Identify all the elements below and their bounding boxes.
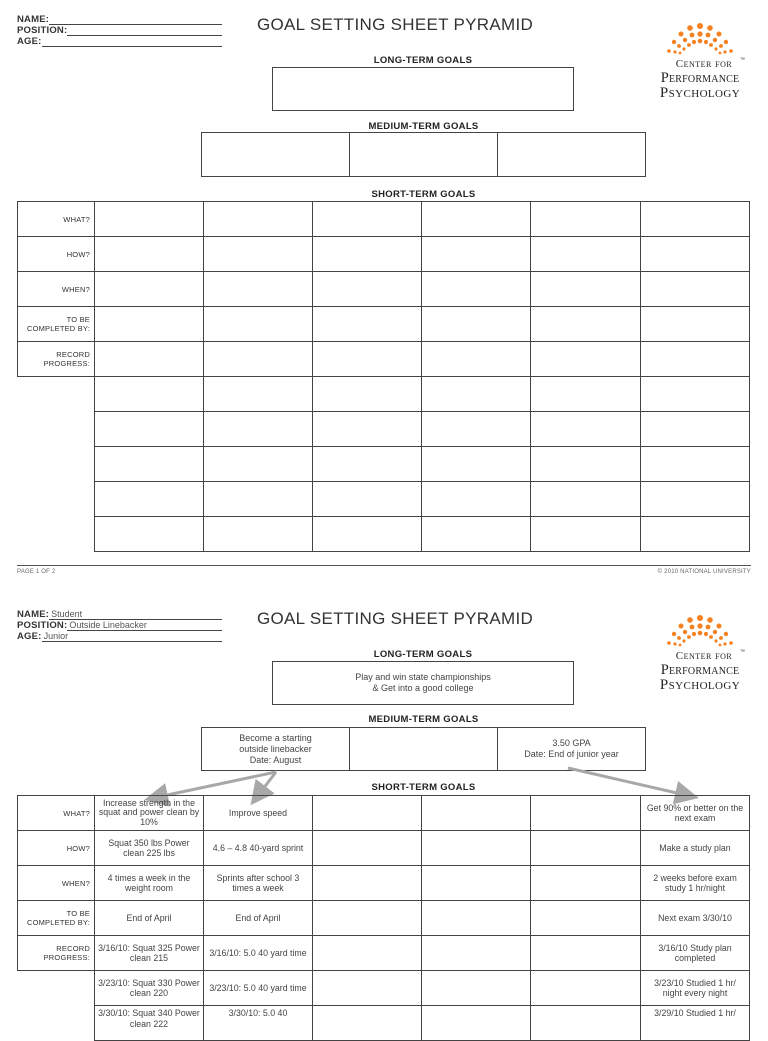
goal-cell[interactable]: 3/29/10 Studied 1 hr/: [641, 1006, 750, 1041]
goal-cell[interactable]: 3/30/10: Squat 340 Power clean 222: [95, 1006, 204, 1041]
goal-cell[interactable]: [204, 377, 313, 412]
row-label-record-progress: RECORD PROGRESS:: [18, 342, 95, 377]
logo-line3: Psychology: [659, 85, 741, 101]
goal-cell[interactable]: [313, 202, 422, 237]
goal-cell[interactable]: Improve speed: [204, 796, 313, 831]
goal-cell[interactable]: [531, 342, 641, 377]
athlete-info: [17, 14, 222, 47]
position-label: POSITION:: [17, 620, 68, 631]
long-term-goal-line: & Get into a good college: [372, 683, 474, 693]
name-label: NAME:: [17, 14, 50, 25]
goal-cell[interactable]: [313, 237, 422, 272]
age-label: AGE:: [17, 631, 42, 642]
goal-cell[interactable]: [641, 377, 750, 412]
name-field[interactable]: [49, 14, 222, 25]
goal-cell[interactable]: [95, 237, 204, 272]
goal-cell[interactable]: [531, 831, 641, 866]
short-term-table: [17, 201, 750, 552]
goal-cell[interactable]: [531, 517, 641, 552]
page-number: PAGE 1 OF 2: [17, 569, 56, 575]
medium-term-label: MEDIUM-TERM GOALS: [368, 121, 479, 132]
goal-cell[interactable]: 4.6 – 4.8 40-yard sprint: [204, 831, 313, 866]
row-label-record-progress: RECORD PROGRESS:: [18, 936, 95, 971]
medium-goal-line: Date: End of junior year: [524, 749, 619, 759]
name-field[interactable]: Student: [49, 609, 222, 620]
medium-term-row: [201, 132, 646, 177]
row-label-how: HOW?: [18, 831, 95, 866]
goal-cell[interactable]: 2 weeks before exam study 1 hr/night: [641, 866, 750, 901]
goal-cell[interactable]: [422, 796, 531, 831]
goal-cell[interactable]: [422, 901, 531, 936]
goal-cell[interactable]: [313, 342, 422, 377]
goal-cell[interactable]: 3/23/10: 5.0 40 yard time: [204, 971, 313, 1006]
logo-line3: Psychology: [659, 677, 741, 693]
goal-cell[interactable]: [641, 307, 750, 342]
goal-cell[interactable]: [422, 237, 531, 272]
goal-cell[interactable]: [95, 482, 204, 517]
long-term-box[interactable]: [272, 661, 574, 705]
goal-cell[interactable]: [95, 202, 204, 237]
goal-cell[interactable]: [422, 482, 531, 517]
goal-cell[interactable]: [531, 307, 641, 342]
goal-cell[interactable]: [641, 272, 750, 307]
medium-term-row: [201, 727, 646, 771]
example-sheet: [0, 600, 768, 1029]
goal-cell[interactable]: [422, 447, 531, 482]
goal-cell[interactable]: [531, 796, 641, 831]
goal-cell[interactable]: [641, 482, 750, 517]
medium-goal-line: 3.50 GPA: [552, 738, 591, 748]
goal-cell[interactable]: [204, 272, 313, 307]
goal-cell[interactable]: [422, 866, 531, 901]
goal-cell[interactable]: [641, 447, 750, 482]
goal-cell[interactable]: 4 times a week in the weight room: [95, 866, 204, 901]
goal-cell[interactable]: [313, 866, 422, 901]
goal-cell[interactable]: [531, 936, 641, 971]
position-label: POSITION:: [17, 25, 68, 36]
goal-cell[interactable]: [313, 1006, 422, 1041]
goal-cell[interactable]: [422, 342, 531, 377]
goal-cell[interactable]: [531, 272, 641, 307]
goal-cell[interactable]: [531, 901, 641, 936]
goal-cell[interactable]: [422, 202, 531, 237]
medium-term-cell[interactable]: [498, 133, 645, 176]
goal-cell[interactable]: [95, 377, 204, 412]
goal-cell[interactable]: [204, 307, 313, 342]
sunburst-icon: [664, 614, 736, 648]
goal-cell[interactable]: [531, 377, 641, 412]
long-term-box[interactable]: [272, 67, 574, 111]
goal-cell[interactable]: [313, 796, 422, 831]
goal-cell[interactable]: [422, 936, 531, 971]
goal-cell[interactable]: [95, 307, 204, 342]
age-label: AGE:: [17, 36, 42, 47]
goal-cell[interactable]: [422, 1006, 531, 1041]
medium-goal-line: Become a starting: [239, 732, 312, 743]
goal-cell[interactable]: [313, 971, 422, 1006]
long-term-goal-line: Play and win state championships: [355, 672, 491, 682]
goal-cell[interactable]: [95, 517, 204, 552]
goal-cell[interactable]: [422, 377, 531, 412]
goal-cell[interactable]: [313, 412, 422, 447]
goal-cell[interactable]: [313, 831, 422, 866]
goal-cell[interactable]: 3/23/10: Squat 330 Power clean 220: [95, 971, 204, 1006]
goal-cell[interactable]: [204, 482, 313, 517]
short-term-label: SHORT-TERM GOALS: [371, 782, 476, 793]
copyright: © 2010 NATIONAL UNIVERSITY: [657, 569, 751, 575]
goal-cell[interactable]: [422, 412, 531, 447]
goal-cell[interactable]: [204, 342, 313, 377]
goal-cell[interactable]: [95, 447, 204, 482]
position-field[interactable]: Outside Linebacker: [67, 620, 222, 631]
goal-cell[interactable]: [204, 447, 313, 482]
long-term-label: LONG-TERM GOALS: [373, 55, 473, 66]
row-label-what: WHAT?: [18, 202, 95, 237]
medium-term-cell[interactable]: [350, 133, 498, 176]
goal-cell[interactable]: [531, 1006, 641, 1041]
goal-cell[interactable]: [204, 412, 313, 447]
goal-cell[interactable]: [313, 517, 422, 552]
logo-tm: ™: [740, 57, 745, 63]
goal-cell[interactable]: 3/16/10: Squat 325 Power clean 215: [95, 936, 204, 971]
medium-term-cell[interactable]: [202, 728, 350, 770]
goal-cell[interactable]: [531, 202, 641, 237]
medium-goal-line: Date: August: [249, 754, 302, 765]
row-label-completed-by: TO BE COMPLETED BY:: [18, 901, 95, 936]
goal-cell[interactable]: 3/16/10: 5.0 40 yard time: [204, 936, 313, 971]
page-title: GOAL SETTING SHEET PYRAMID: [257, 609, 534, 628]
row-label-what: WHAT?: [18, 796, 95, 831]
goal-cell[interactable]: [313, 377, 422, 412]
goal-cell[interactable]: [641, 237, 750, 272]
goal-cell[interactable]: Sprints after school 3 times a week: [204, 866, 313, 901]
goal-cell[interactable]: [422, 831, 531, 866]
medium-term-label: MEDIUM-TERM GOALS: [368, 714, 479, 725]
goal-cell[interactable]: End of April: [204, 901, 313, 936]
goal-cell[interactable]: Get 90% or better on the next exam: [641, 796, 750, 831]
goal-cell[interactable]: [95, 412, 204, 447]
age-field[interactable]: [42, 36, 222, 47]
logo-line2: Performance: [660, 70, 740, 86]
medium-term-cell[interactable]: [202, 133, 350, 176]
page-title: GOAL SETTING SHEET PYRAMID: [257, 15, 534, 34]
short-term-label: SHORT-TERM GOALS: [371, 189, 476, 200]
goal-cell[interactable]: [531, 412, 641, 447]
footer-divider: [17, 565, 751, 566]
medium-goal-line: outside linebacker: [239, 743, 312, 754]
goal-cell[interactable]: [641, 412, 750, 447]
goal-cell[interactable]: [531, 971, 641, 1006]
cpp-logo: [648, 614, 752, 700]
row-label-completed-by: TO BE COMPLETED BY:: [18, 307, 95, 342]
goal-cell[interactable]: [531, 482, 641, 517]
goal-cell[interactable]: [313, 901, 422, 936]
goal-cell[interactable]: [422, 971, 531, 1006]
goal-cell[interactable]: [641, 202, 750, 237]
sunburst-icon: [664, 22, 736, 56]
row-label-how: HOW?: [18, 237, 95, 272]
medium-term-cell[interactable]: [498, 728, 645, 770]
goal-cell[interactable]: [204, 237, 313, 272]
goal-cell[interactable]: [313, 272, 422, 307]
goal-cell[interactable]: [95, 272, 204, 307]
goal-cell[interactable]: [641, 342, 750, 377]
goal-cell[interactable]: [422, 517, 531, 552]
goal-cell[interactable]: 3/23/10 Studied 1 hr/ night every night: [641, 971, 750, 1006]
goal-cell[interactable]: [313, 307, 422, 342]
goal-cell[interactable]: Squat 350 lbs Power clean 225 lbs: [95, 831, 204, 866]
goal-cell[interactable]: [422, 307, 531, 342]
goal-cell[interactable]: 3/16/10 Study plan completed: [641, 936, 750, 971]
logo-line1: Center for: [675, 58, 733, 70]
logo-line1: Center for: [675, 650, 733, 662]
goal-cell[interactable]: [641, 517, 750, 552]
row-label-when: WHEN?: [18, 272, 95, 307]
goal-cell[interactable]: 3/30/10: 5.0 40: [204, 1006, 313, 1041]
name-label: NAME:: [17, 609, 50, 620]
goal-cell[interactable]: [313, 482, 422, 517]
goal-cell[interactable]: [531, 447, 641, 482]
goal-cell[interactable]: [204, 202, 313, 237]
goal-cell[interactable]: Increase strength in the squat and power clean by 10%: [95, 796, 204, 831]
goal-cell[interactable]: Next exam 3/30/10: [641, 901, 750, 936]
row-label-when: WHEN?: [18, 866, 95, 901]
position-field[interactable]: [67, 25, 222, 36]
goal-cell[interactable]: End of April: [95, 901, 204, 936]
cpp-logo: [648, 22, 752, 108]
goal-cell[interactable]: Make a study plan: [641, 831, 750, 866]
goal-cell[interactable]: [531, 237, 641, 272]
goal-cell[interactable]: [422, 272, 531, 307]
athlete-info: [17, 609, 222, 642]
goal-cell[interactable]: [95, 342, 204, 377]
logo-tm: ™: [740, 649, 745, 655]
goal-cell[interactable]: [313, 936, 422, 971]
goal-cell[interactable]: [313, 447, 422, 482]
long-term-label: LONG-TERM GOALS: [373, 649, 473, 660]
goal-cell[interactable]: [204, 517, 313, 552]
goal-cell[interactable]: [531, 866, 641, 901]
age-field[interactable]: Junior: [42, 631, 222, 642]
medium-term-cell[interactable]: [350, 728, 498, 770]
logo-line2: Performance: [660, 662, 740, 678]
short-term-table: [17, 795, 750, 1041]
